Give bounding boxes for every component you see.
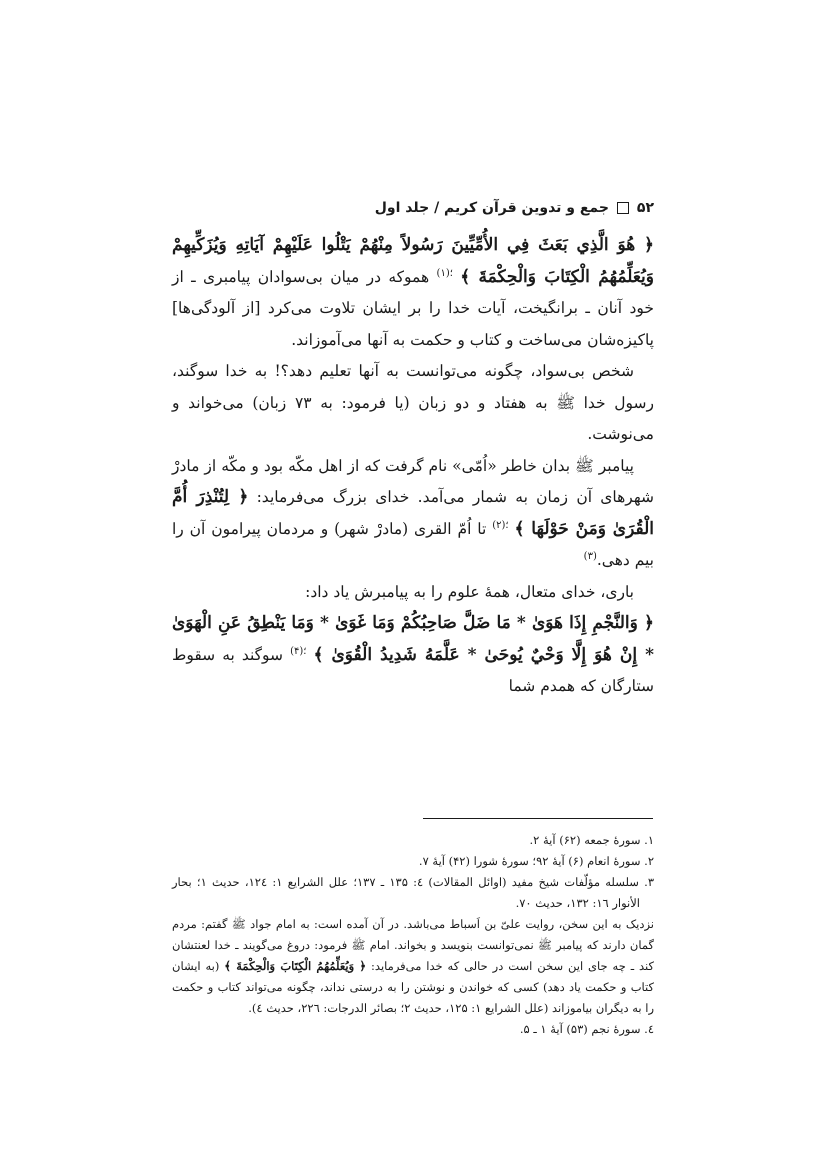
quran-verse: ﴿ وَالنَّجْمِ إِذَا هَوَىٰ * مَا ضَلَّ صَاحِبُكُمْ وَمَا غَوَىٰ * وَمَا يَنْطِقُ عَنِ الْهَوَىٰ * إِنْ هُوَ إِلَّا وَحْيٌ يُوحَىٰ * عَلَّمَهُ شَدِيدُ الْقُوَىٰ ﴾ xyxy=(172,613,654,665)
footnote-1: ۱. سورهٔ جمعه (۶۲) آیهٔ ۲. xyxy=(529,833,654,847)
quran-verse: ﴿ لِتُنْذِرَ أُمَّ الْقُرَىٰ وَمَنْ حَوْلَهَا ﴾ xyxy=(172,487,654,539)
footnote-text: نزدیک به این سخن، روایت علیّ بن اَسباط می‌باشد. در آن آمده است: به امام جواد ﷺ گفتم: مردم گمان دارند که پیامبر ﷺ نمی‌توانست بنویسد و بخواند. امام ﷺ فرمود: دروغ می‌گویند ـ خدا لعنتشان کند ـ چه جای این سخن است در حالی که خدا می‌فرماید: xyxy=(172,917,654,973)
footnote-divider xyxy=(423,818,653,819)
quran-verse: ﴿ هُوَ الَّذِي بَعَثَ فِي الأُمِّيِّينَ رَسُولاً مِنْهُمْ يَتْلُوا عَلَيْهِمْ آيَاتِهِ وَيُزَكِّيهِمْ وَيُعَلِّمُهُمُ الْكِتَابَ وَالْحِكْمَةَ ﴾ xyxy=(172,235,654,287)
footnote-text: (به ایشان کتاب و حکمت یاد دهد) کسی که خواندن و نوشتن را به درستی نداند، چگونه می‌تواند کتاب و حکمت را به دیگران بیاموزاند (علل الشرایع ۱: ۱۲۵، حدیث ۲؛ بصائر الدرجات: ۲۲٦، حدیث ٤). xyxy=(172,959,654,1015)
paragraph-4: باری، خدای متعال، همهٔ علوم را به پیامبرش یاد داد: xyxy=(305,582,634,601)
footnote-2: ۲. سورهٔ انعام (۶) آیهٔ ۹۲؛ سورهٔ شورا (۴۲) آیهٔ ۷. xyxy=(418,854,654,868)
page-number: ۵۲ xyxy=(636,200,654,216)
paragraph-1 xyxy=(172,230,654,356)
footnote-ref: ؛(۱) xyxy=(436,267,453,279)
footnotes xyxy=(172,830,654,1040)
square-bullet-icon xyxy=(617,202,629,214)
paragraph-text: پیامبر ﷺ بدان خاطر «اُمّی» نام گرفت که از اهل مکّه بود و مکّه از مادرْ شهرهای آن زمان به شمار می‌آمد. خدای بزرگ می‌فرماید: xyxy=(172,456,654,506)
footnote-3-continued xyxy=(172,914,654,1019)
paragraph-5 xyxy=(172,608,654,703)
paragraph-text: تا اُمّ القری (مادرْ شهر) و مردمان پیرامون آن را بیم دهی. xyxy=(172,519,654,569)
running-header xyxy=(172,200,654,216)
paragraph-3 xyxy=(172,451,654,577)
footnote-ref: (۳) xyxy=(583,550,597,562)
running-title: جمع و تدوین قرآن کریم / جلد اول xyxy=(374,200,609,216)
main-text xyxy=(172,230,654,703)
footnote-ref: ؛(۲) xyxy=(492,519,509,531)
paragraph-text: هموکه در میان بی‌سوادان پیامبری ـ از خود آنان ـ برانگیخت، آیات خدا را بر ایشان تلاوت می‌کرد [از آلودگی‌ها] پاکیزه‌شان می‌ساخت و کتاب و حکمت به آنها می‌آموزاند. xyxy=(172,267,654,349)
footnote-3: ۳. سلسله مؤلّفات شیخ مفید (اوائل المقالات) ٤: ۱۳۵ ـ ۱۳۷؛ علل الشرایع ۱: ۱۲٤، حدیث ۱؛ بحار الأنوار ۱٦: ۱۳۲، حدیث ۷۰. xyxy=(172,875,654,910)
quran-verse: ﴿ وَيُعَلِّمُهُمُ الْكِتَابَ وَالْحِكْمَةَ ﴾ xyxy=(224,959,367,973)
paragraph-2: شخص بی‌سواد، چگونه می‌توانست به آنها تعلیم دهد؟! به خدا سوگند، رسول خدا ﷺ به هفتاد و دو زبان (یا فرمود: به ۷۳ زبان) می‌خواند و می‌نوشت. xyxy=(172,362,654,443)
footnote-ref: ؛(۴) xyxy=(290,645,307,657)
footnote-4: ٤. سورهٔ نجم (۵۳) آیهٔ ۱ ـ ۵. xyxy=(519,1022,654,1036)
paragraph-text: سوگند به سقوط ستارگان که همدم شما xyxy=(172,645,654,695)
